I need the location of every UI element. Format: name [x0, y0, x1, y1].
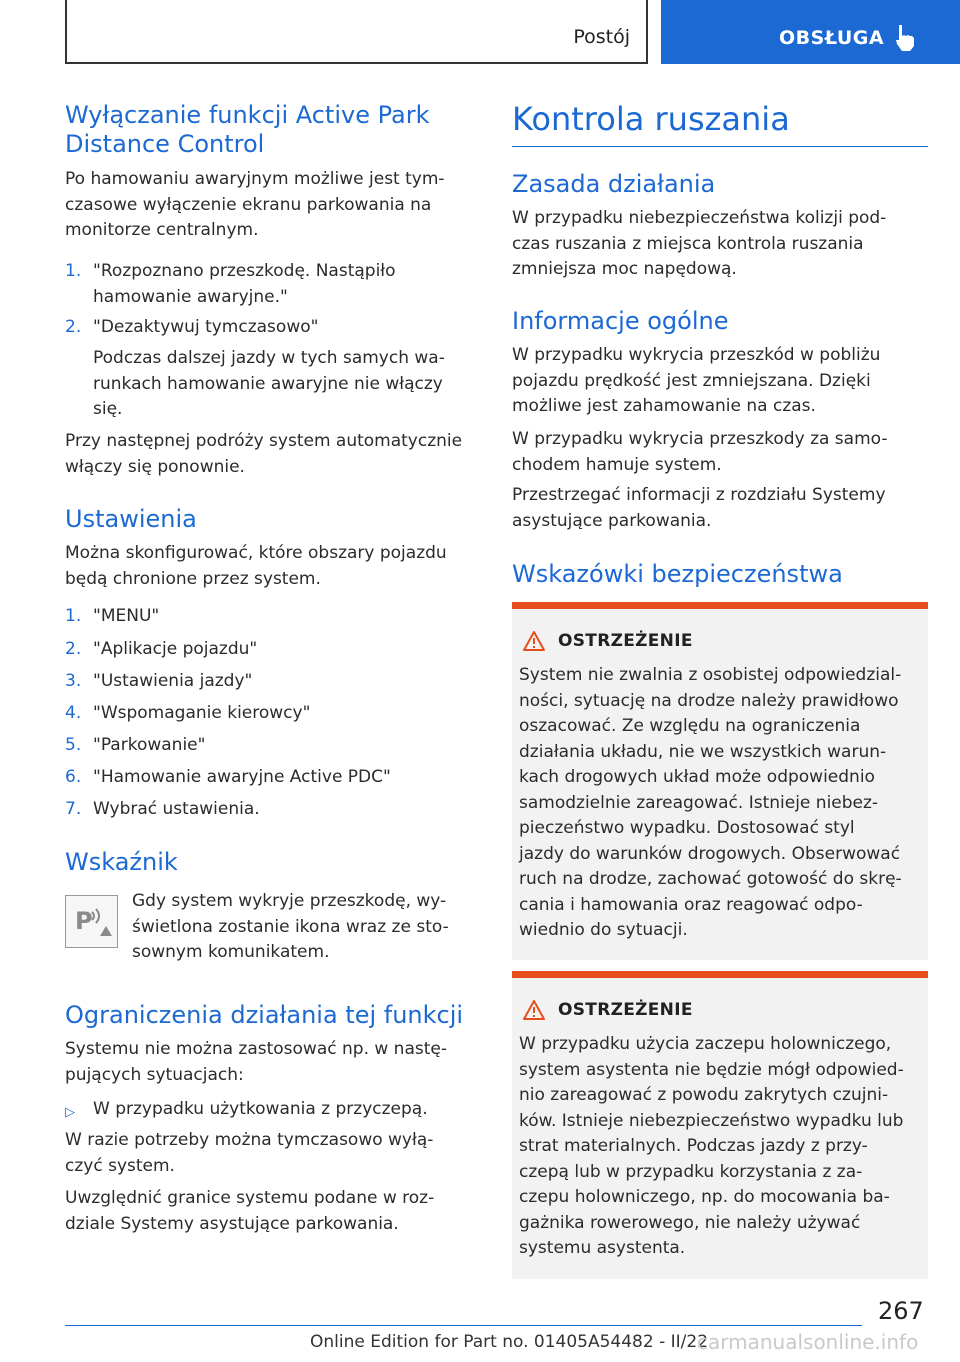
svg-text:P: P	[75, 907, 93, 935]
footer-watermark[interactable]: carmanualsonline.info	[697, 1330, 919, 1354]
paragraph-limitations	[65, 1037, 447, 1088]
text-line: dziale Systemy asystujące parkowania.	[65, 1213, 399, 1234]
header-chapter-tab[interactable]	[661, 0, 960, 64]
text-line: zmniejsza moc napędową.	[512, 259, 737, 279]
heading-start-control: Kontrola ruszania	[512, 100, 790, 138]
text-line: Systemu nie można zastosować np. w nastę-	[65, 1039, 447, 1059]
text-line: czyć system.	[65, 1155, 175, 1176]
paragraph-next-trip	[65, 429, 462, 480]
text-line: działania układu, nie we wszystkich warun-	[519, 741, 887, 762]
text-line: Przy następnej podróży system automatycznie	[65, 431, 463, 451]
text-line: strat materialnych. Podczas jazdy z przy-	[519, 1136, 868, 1156]
list-item-text: "Aplikacje pojazdu"	[93, 639, 258, 659]
warning-triangle-icon	[522, 999, 546, 1021]
warning-text	[519, 1032, 924, 1262]
list-number: 2.	[65, 639, 82, 659]
text-line: możliwe jest zahamowanie na czas.	[512, 396, 816, 416]
paragraph-indicator	[132, 889, 449, 966]
list-number: 2.	[65, 317, 82, 337]
list-number: 7.	[65, 799, 82, 819]
text-line: czas ruszania z miejsca kontrola ruszania	[512, 233, 864, 254]
text-line: Gdy system wykryje przeszkodę, wy-	[132, 891, 447, 911]
text-line: czepu holowniczego, np. do mocowania ba-	[519, 1187, 890, 1207]
text-line: nio zareagować z powodu zakrytych czujni-	[519, 1085, 889, 1105]
footer-rule	[65, 1325, 862, 1326]
parking-sensor-icon	[66, 896, 117, 947]
text-line: będą chronione przez system.	[65, 568, 321, 589]
text-line: chodem hamuje system.	[512, 454, 722, 475]
list-number: 4.	[65, 703, 82, 723]
text-line: pujących sytuacjach:	[65, 1064, 244, 1085]
text-line: system asystenta nie będzie mógł odpowied-	[519, 1059, 904, 1080]
text-line: ków. Istnieje niebezpieczeństwo wypadku lub	[519, 1110, 904, 1131]
text-line: Można skonfigurować, które obszary pojazdu	[65, 543, 447, 563]
text-line: pojazdu prędkość jest zmniejszana. Dzięki	[512, 370, 871, 391]
paragraph-general-2	[512, 427, 888, 478]
paragraph-settings	[65, 541, 447, 592]
text-line: czasowe wyłączenie ekranu parkowania na	[65, 194, 432, 215]
list-item-text: "Dezaktywuj tymczasowo"	[93, 317, 319, 337]
list-number: 5.	[65, 735, 82, 755]
text-line: runkach hamowanie awaryjne nie włączy	[93, 373, 443, 394]
text-line: hamowanie awaryjne."	[93, 286, 288, 307]
heading-limitations: Ograniczenia działania tej funkcji	[65, 1001, 464, 1029]
header-chapter-label: OBSŁUGA	[779, 27, 885, 49]
text-line: gażnika rowerowego, nie należy używać	[519, 1212, 861, 1233]
page-number: 267	[878, 1297, 924, 1325]
hand-pointer-icon	[894, 22, 916, 52]
list-item-text: "MENU"	[93, 606, 160, 626]
heading-general-info: Informacje ogólne	[512, 307, 729, 335]
list-item-text: Wybrać ustawienia.	[93, 799, 260, 819]
heading-line-1: Wyłączanie funkcji Active Park	[65, 101, 430, 129]
text-line: System nie zwalnia z osobistej odpowiedzial-	[519, 665, 902, 685]
text-line: sownym komunikatem.	[132, 942, 330, 962]
text-line: W przypadku wykrycia przeszkody za samo-	[512, 429, 888, 449]
list-number: 1.	[65, 606, 82, 626]
bullet-text: W przypadku użytkowania z przyczepą.	[93, 1099, 428, 1119]
paragraph-principle	[512, 206, 886, 283]
text-line: systemu asystenta.	[519, 1238, 686, 1258]
warning-triangle-icon	[522, 630, 546, 652]
text-line: się.	[93, 399, 123, 419]
pdc-indicator-icon	[65, 895, 118, 948]
text-line: pieczeństwo wypadku. Dostosować styl	[519, 818, 855, 838]
text-line: Podczas dalszej jazdy w tych samych wa-	[93, 348, 445, 368]
text-line: W razie potrzeby można tymczasowo wyłą-	[65, 1130, 434, 1150]
text-line: asystujące parkowania.	[512, 510, 712, 531]
warning-box	[512, 602, 928, 960]
heading-principle: Zasada działania	[512, 170, 716, 198]
text-line: oszacować. Ze względu na ograniczenia	[519, 716, 861, 736]
text-line: Po hamowaniu awaryjnym możliwe jest tym-	[65, 169, 445, 189]
list-number: 3.	[65, 671, 82, 691]
warning-box	[512, 971, 928, 1279]
heading-active-pdc-off	[65, 101, 429, 159]
paragraph-general-3	[512, 483, 886, 534]
list-item-text: "Hamowanie awaryjne Active PDC"	[93, 767, 391, 787]
text-line: wiednio do sytuacji.	[519, 920, 688, 940]
text-line: ruch na drodze, zachować gotowość do skrę-	[519, 869, 902, 889]
heading-settings: Ustawienia	[65, 505, 197, 533]
paragraph-emergency-braking	[65, 167, 445, 244]
list-item-text: "Ustawienia jazdy"	[93, 671, 253, 691]
list-number: 1.	[65, 261, 82, 281]
list-item-text	[93, 259, 396, 310]
triangle-bullet-icon: ▷	[65, 1105, 75, 1120]
heading-indicator: Wskaźnik	[65, 848, 178, 876]
text-line: włączy się ponownie.	[65, 456, 245, 477]
text-line: W przypadku niebezpieczeństwa kolizji pod-	[512, 208, 887, 228]
heading-line-2: Distance Control	[65, 130, 265, 158]
list-item-text: "Wspomaganie kierowcy"	[93, 703, 311, 723]
footer-edition: Online Edition for Part no. 01405A54482 - II/22	[310, 1332, 709, 1352]
list-note	[93, 346, 445, 423]
text-line: W przypadku użycia zaczepu holowniczego,	[519, 1034, 892, 1054]
list-item-text: "Parkowanie"	[93, 735, 206, 755]
warning-title: OSTRZEŻENIE	[558, 1000, 693, 1020]
paragraph-system-limits	[65, 1186, 434, 1237]
header-section-box	[65, 0, 648, 64]
text-line: W przypadku wykrycia przeszkód w pobliżu	[512, 345, 881, 365]
text-line: cania i hamowania oraz reagować odpo-	[519, 894, 863, 915]
header-section-title: Postój	[573, 26, 630, 48]
warning-text	[519, 663, 924, 944]
text-line: monitorze centralnym.	[65, 220, 259, 240]
text-line: ności, sytuację na drodze należy prawidłowo	[519, 690, 899, 711]
text-line: jazdy do warunków drogowych. Obserwować	[519, 843, 901, 864]
text-line: świetlona zostanie ikona wraz ze sto-	[132, 916, 449, 937]
text-line: kach drogowych układ może odpowiednio	[519, 767, 875, 787]
list-number: 6.	[65, 767, 82, 787]
paragraph-general-1	[512, 343, 880, 420]
text-line: Uwzględnić granice systemu podane w roz-	[65, 1188, 435, 1208]
text-line: czepą lub w przypadku korzystania z za-	[519, 1161, 863, 1182]
heading-safety: Wskazówki bezpieczeństwa	[512, 560, 843, 588]
paragraph-temporary-off	[65, 1128, 433, 1179]
text-line: Przestrzegać informacji z rozdziału Systemy	[512, 485, 886, 505]
text-line: "Rozpoznano przeszkodę. Nastąpiło	[93, 261, 396, 281]
text-line: samodzielnie zareagować. Istnieje niebez-	[519, 792, 879, 813]
warning-title: OSTRZEŻENIE	[558, 631, 693, 651]
heading-underline	[512, 146, 928, 147]
